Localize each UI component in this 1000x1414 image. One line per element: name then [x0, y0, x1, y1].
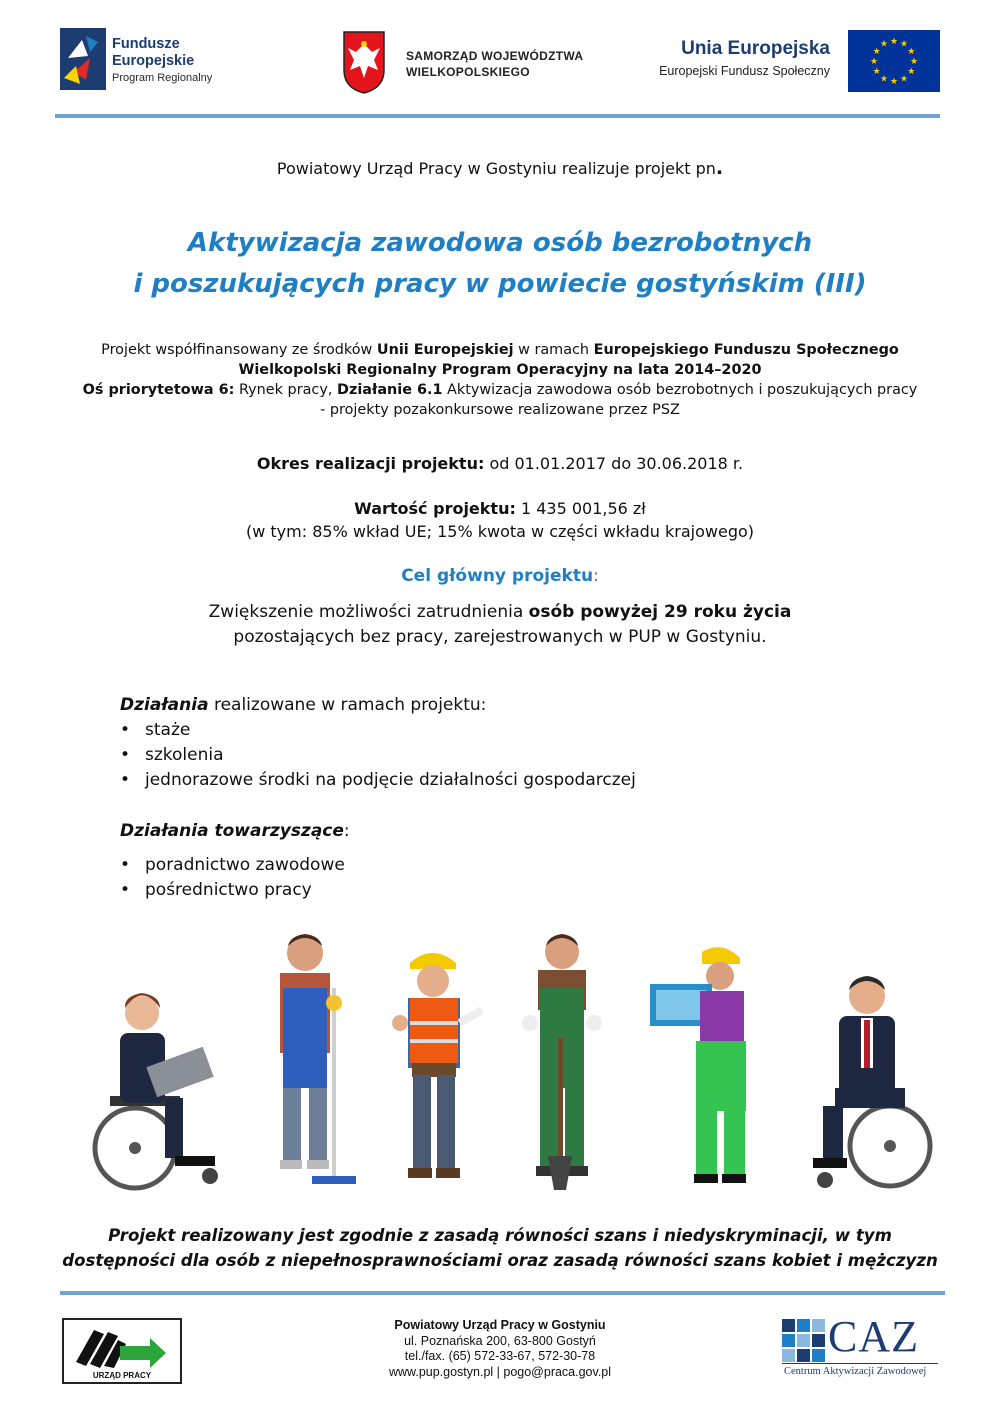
- financing-eu: Unii Europejskiej: [376, 342, 514, 358]
- gardener-man-figure: [510, 928, 620, 1198]
- eu-star-icon: ★: [879, 39, 889, 50]
- fe-logo-icon: [60, 28, 106, 90]
- actions-list: [120, 718, 920, 793]
- samorzad-line2: WIELKOPOLSKIEGO: [406, 65, 530, 79]
- value-label: Wartość projektu:: [354, 499, 516, 518]
- cleaner-man-figure: [250, 928, 360, 1196]
- actions-heading: [120, 693, 920, 718]
- financing-efs: Europejskiego Funduszu Społecznego: [593, 342, 899, 358]
- caz-grid-icon: [782, 1319, 826, 1363]
- eu-star-icon: ★: [899, 74, 909, 85]
- samorzad-logo: [342, 30, 584, 96]
- accompanying-label: Działania towarzyszące: [120, 821, 344, 841]
- list-item: • jednorazowe środki na podjęcie działalności gospodarczej: [120, 768, 920, 793]
- eu-star-icon: ★: [907, 67, 916, 77]
- financing-line1: [20, 340, 980, 360]
- list-item: • szkolenia: [120, 743, 920, 768]
- footer-address: ul. Poznańska 200, 63-800 Gostyń: [404, 1333, 596, 1348]
- intro-dot: .: [715, 157, 724, 179]
- equality-line1: Projekt realizowany jest zgodnie z zasadą równości szans i niedyskryminacji, w tym: [108, 1226, 892, 1245]
- footer-web: www.pup.gostyn.pl | pogo@praca.gov.pl: [388, 1364, 612, 1379]
- footer-org: Powiatowy Urząd Pracy w Gostyniu: [394, 1318, 606, 1332]
- equality-line2: dostępności dla osób z niepełnosprawnościami oraz zasadą równości szans kobiet i mężczyzn: [62, 1251, 938, 1270]
- ue-logo-title: Unia Europejska: [681, 38, 830, 59]
- samorzad-line1: SAMORZĄD WOJEWÓDZTWA: [406, 49, 584, 63]
- actions-section: [120, 693, 920, 793]
- goal-line1-text: Zwiększenie możliwości zatrudnienia: [208, 602, 529, 622]
- construction-woman-figure: [380, 943, 490, 1193]
- financing-line4: - projekty pozakonkursowe realizowane przez PSZ: [320, 402, 680, 418]
- eu-flag-icon: [848, 30, 940, 92]
- caz-rule: [782, 1363, 938, 1364]
- fe-logo-line3: Program Regionalny: [112, 72, 213, 84]
- goal-line1-bold: osób powyżej 29 roku życia: [528, 602, 792, 622]
- footer-phone: tel./fax. (65) 572-33-67, 572-30-78: [404, 1349, 596, 1363]
- pup-logo: [62, 1318, 182, 1384]
- eu-star-icon: ★: [879, 74, 889, 85]
- eagle-crest-icon: [342, 30, 386, 94]
- businessman-wheelchair-figure: [795, 968, 955, 1198]
- list-item: • poradnictwo zawodowe: [120, 853, 920, 878]
- accompanying-list: [120, 853, 920, 903]
- priority-axis-value: Rynek pracy,: [234, 382, 338, 398]
- title-line1: Aktywizacja zawodowa osób bezrobotnych: [187, 228, 813, 258]
- goal-text: [0, 600, 1000, 650]
- accompanying-section: [120, 819, 920, 903]
- measure-value: Aktywizacja zawodowa osób bezrobotnych i poszukujących pracy: [442, 382, 918, 398]
- fe-logo-line1: Fundusze: [112, 36, 180, 52]
- goal-heading: [0, 566, 1000, 586]
- goal-colon: :: [593, 566, 599, 586]
- pup-arrow-icon: [66, 1322, 178, 1372]
- title-line2: i poszukujących pracy w powiecie gostyńskim (III): [133, 269, 867, 299]
- priority-axis-label: Oś priorytetowa 6:: [82, 382, 235, 398]
- actions-heading-rest: realizowane w ramach projektu:: [208, 695, 487, 715]
- eu-star-icon: ★: [907, 47, 916, 57]
- equality-statement: [0, 1223, 1000, 1273]
- goal-line2: pozostających bez pracy, zarejestrowanych w PUP w Gostyniu.: [233, 627, 767, 647]
- value-amount: 1 435 001,56 zł: [515, 499, 646, 518]
- actions-label: Działania: [120, 695, 209, 715]
- project-title: [0, 223, 1000, 305]
- eu-star-icon: ★: [889, 77, 899, 87]
- caz-logo-text: CAZ: [828, 1312, 919, 1361]
- accompanying-colon: :: [343, 821, 350, 841]
- eu-star-icon: ★: [869, 57, 879, 67]
- financing-line2: [20, 360, 980, 380]
- value-note: (w tym: 85% wkład UE; 15% kwota w części wkładu krajowego): [245, 522, 755, 541]
- ue-logo: [600, 30, 940, 92]
- financing-program: Wielkopolski Regionalny Program Operacyjny na lata 2014–2020: [238, 362, 762, 378]
- eu-star-icon: ★: [872, 67, 881, 77]
- caz-logo: [782, 1312, 942, 1383]
- people-illustration: [80, 928, 960, 1198]
- footer-contact: [300, 1318, 700, 1380]
- period-value: od 01.01.2017 do 30.06.2018 r.: [484, 454, 744, 473]
- financing-line3: [20, 380, 980, 400]
- fe-logo: [60, 28, 230, 94]
- measure-label: Działanie 6.1: [337, 382, 443, 398]
- caz-logo-subtitle: Centrum Aktywizacji Zawodowej: [784, 1366, 927, 1377]
- financing-text: Projekt współfinansowany ze środków: [101, 342, 377, 358]
- header-rule: [55, 114, 940, 118]
- mechanic-woman-figure: [640, 946, 760, 1196]
- eu-star-icon: ★: [899, 39, 909, 50]
- intro-text: [0, 157, 1000, 179]
- eu-star-icon: ★: [889, 37, 899, 47]
- project-period: [0, 452, 1000, 475]
- eu-star-icon: ★: [872, 47, 881, 57]
- financing-info: [20, 340, 980, 420]
- list-item: • pośrednictwo pracy: [120, 878, 920, 903]
- project-value: [0, 497, 1000, 543]
- accompanying-heading: [120, 819, 920, 844]
- period-label: Okres realizacji projektu:: [256, 454, 485, 473]
- eu-star-icon: ★: [909, 57, 919, 67]
- list-item: • staże: [120, 718, 920, 743]
- fe-logo-line2: Europejskie: [112, 53, 195, 69]
- financing-text: w ramach: [513, 342, 594, 358]
- intro-sentence: Powiatowy Urząd Pracy w Gostyniu realizuje projekt pn: [276, 159, 716, 178]
- ue-logo-subtitle: Europejski Fundusz Społeczny: [659, 64, 830, 78]
- woman-wheelchair-figure: [80, 978, 230, 1193]
- goal-label: Cel główny projektu: [401, 566, 594, 586]
- pup-logo-label: URZĄD PRACY: [92, 1371, 152, 1380]
- footer-rule: [60, 1291, 945, 1295]
